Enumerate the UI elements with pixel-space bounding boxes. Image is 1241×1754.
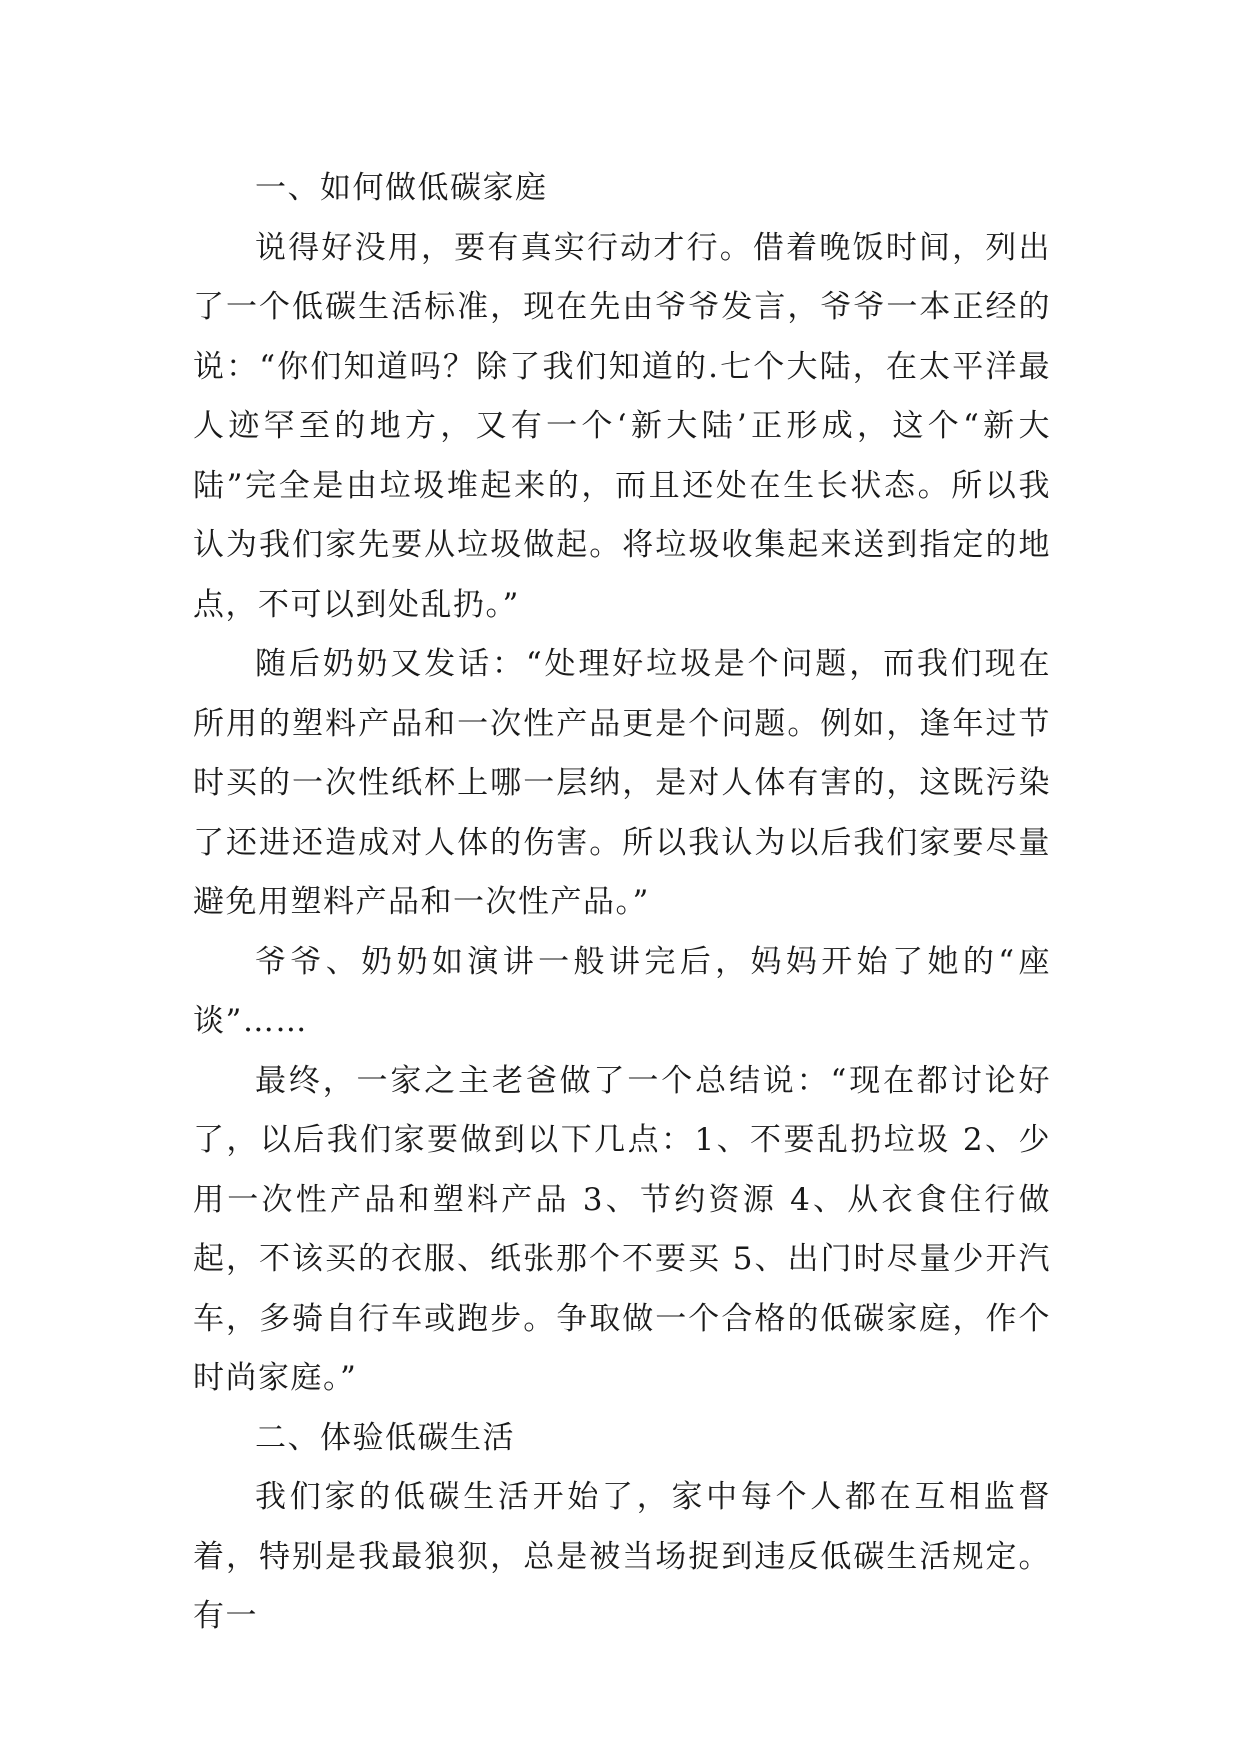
paragraph: 最终，一家之主老爸做了一个总结说：“现在都讨论好了，以后我们家要做到以下几点：1、不要乱扔垃圾 2、少用一次性产品和塑料产品 3、节约资源 4、从衣食住行做起，不该买的衣服、纸张那个不要买 5、出门时尽量少开汽车，多骑自行车或跑步。争取做一个合格的低碳家庭，作个时尚家庭。”	[193, 1062, 1051, 1396]
section-heading-1: 一、如何做低碳家庭	[255, 170, 548, 206]
paragraph: 说得好没用，要有真实行动才行。借着晚饭时间，列出了一个低碳生活标准，现在先由爷爷发言，爷爷一本正经的说：“你们知道吗？除了我们知道的.七个大陆，在太平洋最人迹罕至的地方，又有一个‘新大陆’正形成，这个“新大陆”完全是由垃圾堆起来的，而且还处在生长状态。所以我认为我们家先要从垃圾做起。将垃圾收集起来送到指定的地点，不可以到处乱扔。”	[193, 229, 1051, 623]
section-heading-2: 二、体验低碳生活	[255, 1419, 515, 1456]
document-body	[193, 159, 1051, 1647]
paragraph: 随后奶奶又发话：“处理好垃圾是个问题，而我们现在所用的塑料产品和一次性产品更是个问题。例如，逢年过节时买的一次性纸杯上哪一层纳，是对人体有害的，这既污染了还进还造成对人体的伤害。所以我认为以后我们家要尽量避免用塑料产品和一次性产品。”	[193, 646, 1051, 920]
paragraph: 我们家的低碳生活开始了，家中每个人都在互相监督着，特别是我最狼狈，总是被当场捉到违反低碳生活规定。有一	[193, 1479, 1051, 1634]
paragraph: 爷爷、奶奶如演讲一般讲完后，妈妈开始了她的“座谈”……	[193, 943, 1051, 1039]
